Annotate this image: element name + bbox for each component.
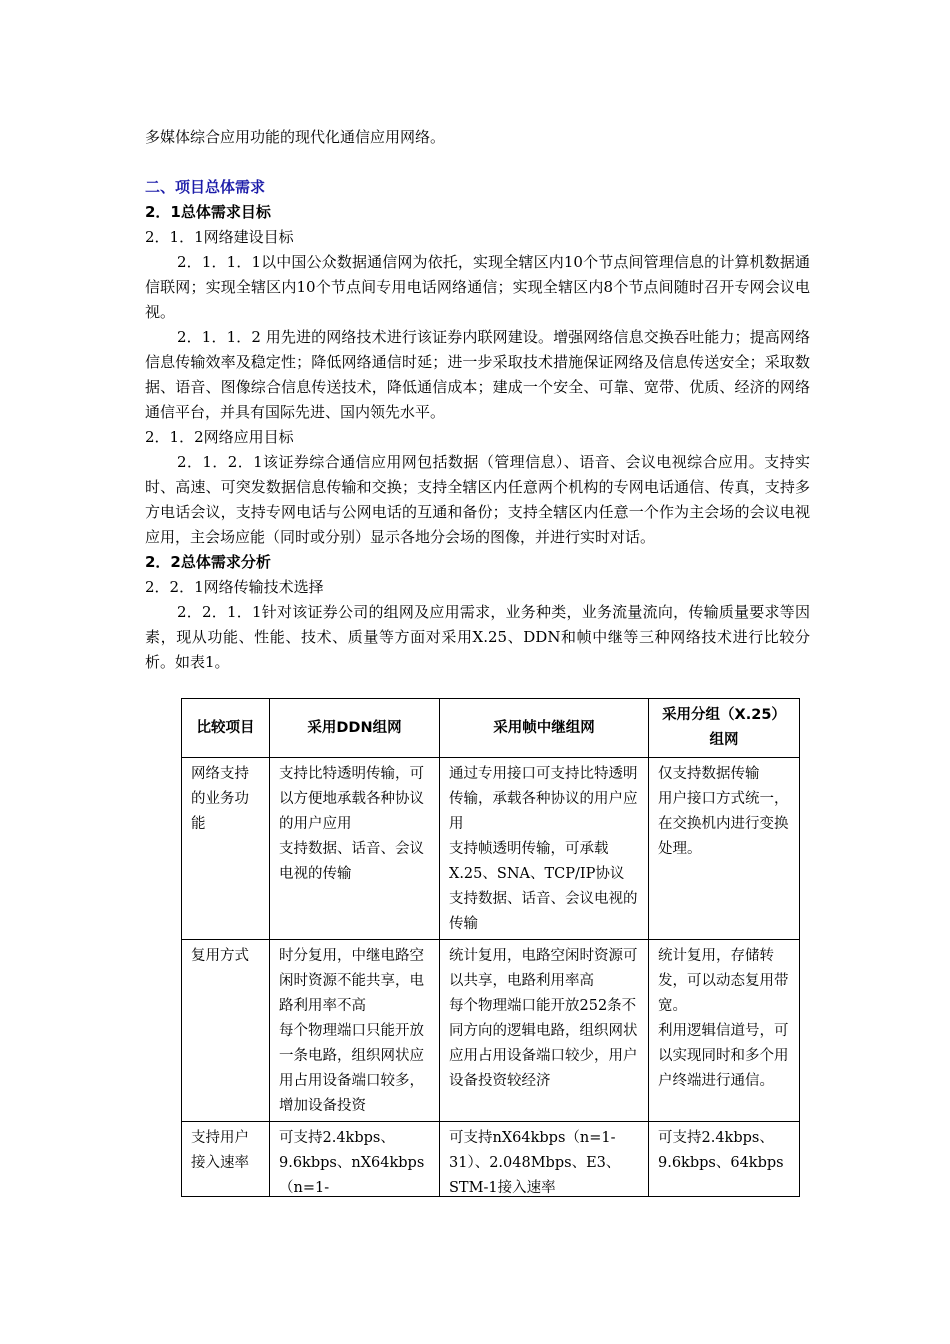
cell-ddn: 可支持2.4kbps、9.6kbps、nX64kbps（n=1- <box>270 1122 440 1197</box>
cell-ddn: 时分复用，中继电路空闲时资源不能共享，电路利用率不高 每个物理端口只能开放一条电路，组织网状应用占用设备端口较多，增加设备投资 <box>270 940 440 1122</box>
paragraph-2-2-1-1: 2．2．1．1针对该证券公司的组网及应用需求，业务种类，业务流量流向，传输质量要求等因素，现从功能、性能、技术、质量等方面对采用X.25、DDN和帧中继等三种网络技术进行比较分析。如表1。 <box>145 603 810 671</box>
heading-2-1: 2．1总体需求目标 <box>145 203 271 221</box>
heading-2-2-1: 2．2．1网络传输技术选择 <box>145 578 324 596</box>
paragraph-2-1-1-1: 2．1．1．1以中国公众数据通信网为依托，实现全辖区内10个节点间管理信息的计算机数据通信联网；实现全辖区内10个节点间专用电话网络通信；实现全辖区内8个节点间随时召开专网会议电视。 <box>145 253 810 321</box>
cell-frame-relay: 通过专用接口可支持比特透明传输，承载各种协议的用户应用 支持帧透明传输，可承载X.25、SNA、TCP/IP协议 支持数据、话音、会议电视的传输 <box>440 758 649 940</box>
header-frame-relay: 采用帧中继组网 <box>440 699 649 758</box>
row-item: 复用方式 <box>182 940 270 1122</box>
table-row <box>182 940 800 1122</box>
header-ddn: 采用DDN组网 <box>270 699 440 758</box>
cell-x25: 仅支持数据传输 用户接口方式统一，在交换机内进行变换处理。 <box>649 758 800 940</box>
document-body <box>145 125 810 675</box>
table-row <box>182 758 800 940</box>
cell-ddn: 支持比特透明传输，可以方便地承载各种协议的用户应用 支持数据、话音、会议电视的传输 <box>270 758 440 940</box>
paragraph-2-1-1-2: 2．1．1．2 用先进的网络技术进行该证券内联网建设。增强网络信息交换吞吐能力；提高网络信息传输效率及稳定性；降低网络通信时延；进一步采取技术措施保证网络及信息传送安全；采取数据、语音、图像综合信息传送技术，降低通信成本；建成一个安全、可靠、宽带、优质、经济的网络通信平台，并具有国际先进、国内领先水平。 <box>145 328 810 421</box>
row-item: 支持用户接入速率 <box>182 1122 270 1197</box>
header-item: 比较项目 <box>182 699 270 758</box>
heading-2-1-2: 2．1．2网络应用目标 <box>145 428 294 446</box>
row-item: 网络支持的业务功能 <box>182 758 270 940</box>
cell-x25: 统计复用，存储转发，可以动态复用带宽。 利用逻辑信道号，可以实现同时和多个用户终端进行通信。 <box>649 940 800 1122</box>
comparison-table <box>181 698 800 1197</box>
table-header-row <box>182 699 800 758</box>
cell-frame-relay: 统计复用，电路空闲时资源可以共享，电路利用率高 每个物理端口能开放252条不同方向的逻辑电路，组织网状应用占用设备端口较少，用户设备投资较经济 <box>440 940 649 1122</box>
cell-frame-relay: 可支持nX64kbps（n=1-31）、2.048Mbps、E3、STM-1接入速率 <box>440 1122 649 1197</box>
table-row <box>182 1122 800 1197</box>
intro-paragraph: 多媒体综合应用功能的现代化通信应用网络。 <box>145 128 446 146</box>
section-title: 二、项目总体需求 <box>145 178 266 196</box>
heading-2-2: 2．2总体需求分析 <box>145 553 271 571</box>
paragraph-2-1-2-1: 2．1．2．1该证券综合通信应用网包括数据（管理信息）、语音、会议电视综合应用。支持实时、高速、可突发数据信息传输和交换；支持全辖区内任意两个机构的专网电话通信、传真，支持多方电话会议，支持专网电话与公网电话的互通和备份；支持全辖区内任意一个作为主会场的会议电视应用，主会场应能（同时或分别）显示各地分会场的图像，并进行实时对话。 <box>145 453 810 546</box>
cell-x25: 可支持2.4kbps、9.6kbps、64kbps <box>649 1122 800 1197</box>
header-x25: 采用分组（X.25）组网 <box>649 699 800 758</box>
heading-2-1-1: 2．1．1网络建设目标 <box>145 228 294 246</box>
